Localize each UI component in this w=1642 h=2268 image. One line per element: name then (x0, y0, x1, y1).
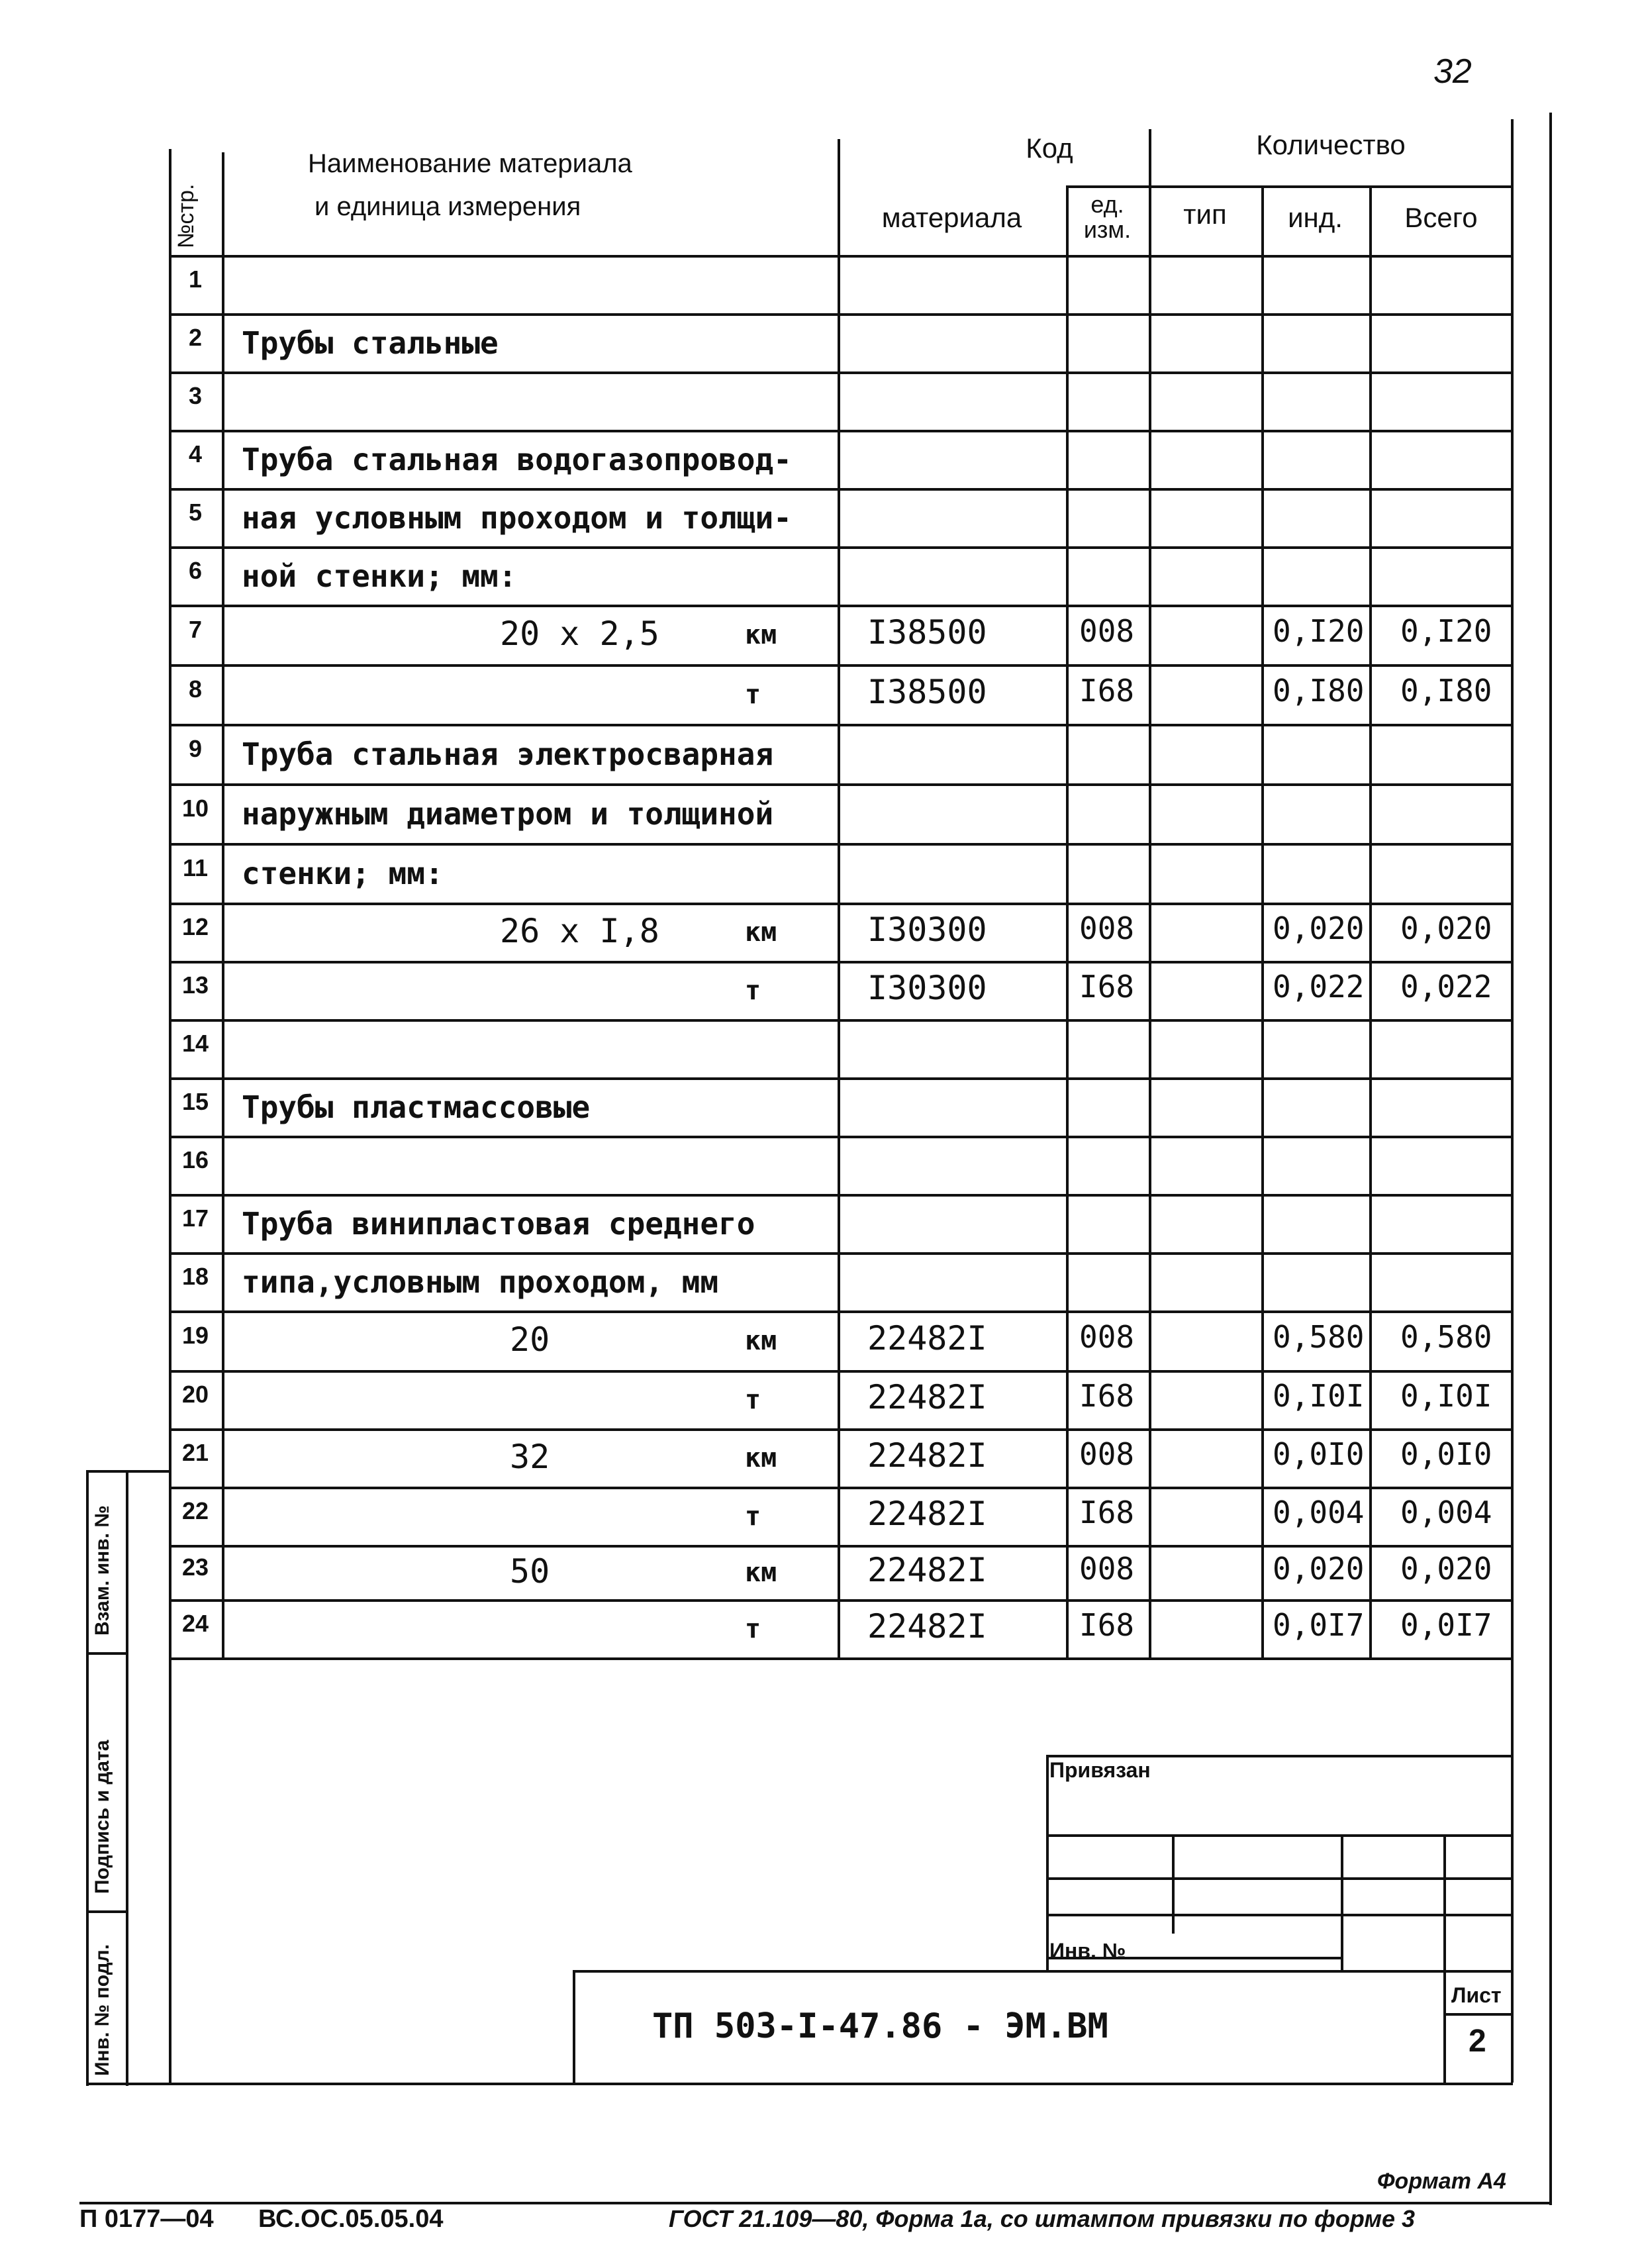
row-line (169, 371, 1513, 374)
qty-total: 0,020 (1400, 911, 1492, 946)
unit-code: I68 (1079, 969, 1135, 1005)
qty-ind: 0,580 (1273, 1319, 1365, 1355)
header-qty-total: Всего (1404, 202, 1478, 233)
qty-ind: 0,004 (1273, 1495, 1365, 1530)
stamp-inv-no: Инв. № (1049, 1939, 1126, 1963)
unit-of-measure: км (745, 1326, 777, 1356)
stamp-line (1046, 1914, 1511, 1916)
col-line-code (1066, 185, 1069, 1657)
material-size: 20 (510, 1320, 550, 1359)
qty-total: 0,580 (1400, 1319, 1492, 1355)
sheet-label: Лист (1451, 1983, 1502, 2007)
qty-ind: 0,022 (1273, 969, 1365, 1005)
title-block-left (573, 1970, 575, 2083)
unit-of-measure: км (745, 917, 777, 948)
unit-of-measure: т (745, 679, 761, 710)
side-label-inv-podl: Инв. № подл. (91, 1944, 113, 2076)
material-size: 26 х I,8 (500, 912, 659, 950)
header-divider (1066, 185, 1513, 188)
stamp-line (1046, 1877, 1511, 1880)
row-line (169, 488, 1513, 491)
frame-bottom (169, 2083, 1513, 2085)
row-number: 24 (181, 1610, 209, 1637)
row-number: 14 (181, 1030, 209, 1057)
row-line (169, 1310, 1513, 1313)
stamp-top (1046, 1755, 1511, 1757)
row-number: 10 (181, 795, 209, 822)
material-name: ной стенки; мм: (242, 558, 517, 594)
row-number: 7 (188, 616, 203, 643)
qty-total: 0,I20 (1400, 613, 1492, 649)
row-number: 23 (181, 1553, 209, 1581)
unit-of-measure: км (745, 1557, 777, 1588)
unit-of-measure: км (745, 1443, 777, 1473)
material-code: I38500 (867, 673, 987, 711)
row-number: 2 (188, 324, 203, 351)
row-number: 1 (188, 266, 203, 293)
side-strip-right (126, 1470, 128, 2086)
row-number: 11 (182, 854, 209, 881)
material-size: 50 (510, 1552, 550, 1591)
page-number: 32 (1433, 52, 1472, 91)
material-code: 22482I (867, 1436, 987, 1475)
row-line (169, 1428, 1513, 1431)
header-qty-type: тип (1183, 199, 1227, 230)
footer-code-1: П 0177—04 (79, 2205, 214, 2233)
right-border (1511, 119, 1514, 2083)
qty-total: 0,020 (1400, 1551, 1492, 1587)
col-line-ind (1369, 185, 1372, 1657)
material-name: Труба стальная электросварная (242, 736, 774, 772)
unit-of-measure: т (745, 1385, 761, 1415)
unit-code: I68 (1079, 1607, 1135, 1643)
material-code: 22482I (867, 1319, 987, 1357)
row-line (169, 783, 1513, 786)
footer-gost: ГОСТ 21.109—80, Форма 1а, со штампом привязки по форме 3 (669, 2205, 1416, 2232)
row-number: 3 (188, 382, 203, 409)
stamp-privyazan: Привязан (1049, 1758, 1151, 1782)
row-number: 16 (181, 1146, 209, 1173)
row-line (169, 1077, 1513, 1080)
row-number: 19 (181, 1322, 209, 1349)
material-name: Труба винипластовая среднего (242, 1206, 755, 1242)
material-code: I30300 (867, 969, 987, 1007)
row-line (169, 903, 1513, 905)
left-border (169, 149, 171, 2083)
qty-total: 0,0I7 (1400, 1607, 1492, 1643)
row-number: 15 (181, 1088, 209, 1115)
stamp-line (1443, 1834, 1446, 2083)
sheet-divider (1443, 2013, 1511, 2016)
row-line (169, 546, 1513, 549)
unit-of-measure: т (745, 1614, 761, 1644)
side-strip-line (86, 1910, 126, 1913)
row-number: 20 (181, 1381, 209, 1408)
row-number: 5 (188, 499, 203, 526)
side-strip-top (86, 1470, 169, 1473)
row-number: 18 (181, 1263, 209, 1290)
qty-ind: 0,I80 (1273, 673, 1365, 709)
row-line (169, 1252, 1513, 1255)
title-block-top (573, 1970, 1511, 1973)
header-row-number: №стр. (173, 183, 199, 248)
header-code-material: материала (881, 202, 1022, 233)
qty-ind: 0,0I7 (1273, 1607, 1365, 1643)
footer-code-2: ВС.ОС.05.05.04 (258, 2205, 444, 2233)
qty-total: 0,004 (1400, 1495, 1492, 1530)
qty-total: 0,I0I (1400, 1378, 1492, 1414)
material-name: наружным диаметром и толщиной (242, 796, 774, 832)
row-line (169, 664, 1513, 667)
row-number: 9 (188, 735, 203, 762)
unit-code: I68 (1079, 1378, 1135, 1414)
material-name: Трубы стальные (242, 325, 499, 361)
row-number: 6 (188, 557, 203, 584)
material-size: 32 (510, 1438, 550, 1476)
unit-of-measure: т (745, 975, 761, 1006)
qty-ind: 0,I20 (1273, 613, 1365, 649)
sheet-number: 2 (1469, 2024, 1486, 2059)
stamp-line (1172, 1834, 1175, 1934)
row-line (169, 1545, 1513, 1548)
unit-code: I68 (1079, 673, 1135, 709)
header-code-unit: ед. изм. (1083, 191, 1132, 243)
document-code: ТП 503-I-47.86 - ЭМ.ВМ (652, 2006, 1108, 2046)
header-name-line2: и единица измерения (314, 192, 581, 221)
header-code: Код (1026, 132, 1073, 164)
material-name: ная условным проходом и толщи- (242, 500, 792, 536)
col-line-type (1261, 185, 1264, 1657)
qty-ind: 0,020 (1273, 1551, 1365, 1587)
stamp-line (1046, 1755, 1049, 1970)
material-name: Трубы пластмассовые (242, 1089, 591, 1125)
stamp-line (1046, 1834, 1511, 1837)
row-number: 13 (181, 971, 209, 999)
row-line (169, 1599, 1513, 1602)
row-number: 17 (181, 1205, 209, 1232)
material-code: 22482I (867, 1495, 987, 1533)
row-line (169, 724, 1513, 726)
header-name-line1: Наименование материала (308, 149, 632, 178)
row-number: 8 (188, 675, 203, 703)
row-line (169, 1657, 1513, 1660)
row-line (169, 1487, 1513, 1489)
footer-format: Формат А4 (1377, 2169, 1506, 2194)
qty-total: 0,I80 (1400, 673, 1492, 709)
unit-code: 008 (1079, 1551, 1135, 1587)
row-line (169, 1370, 1513, 1373)
side-label-podpis: Подпись и дата (91, 1740, 113, 1894)
row-line (169, 430, 1513, 432)
row-line (169, 1194, 1513, 1197)
material-code: 22482I (867, 1551, 987, 1589)
unit-code: 008 (1079, 1436, 1135, 1472)
header-bottom-line (169, 255, 1513, 258)
row-number: 4 (188, 440, 203, 468)
material-name: стенки; мм: (242, 856, 444, 891)
material-size: 20 х 2,5 (500, 615, 659, 653)
material-name: типа,условным проходом, мм (242, 1264, 719, 1300)
unit-code: 008 (1079, 1319, 1135, 1355)
footer-rule (79, 2202, 1549, 2204)
row-line (169, 1136, 1513, 1138)
side-label-vzam: Взам. инв. № (91, 1505, 113, 1636)
unit-of-measure: км (745, 620, 777, 650)
qty-total: 0,022 (1400, 969, 1492, 1005)
row-number: 22 (181, 1497, 209, 1524)
row-line (169, 313, 1513, 316)
qty-ind: 0,I0I (1273, 1378, 1365, 1414)
qty-ind: 0,0I0 (1273, 1436, 1365, 1472)
unit-of-measure: т (745, 1501, 761, 1532)
qty-total: 0,0I0 (1400, 1436, 1492, 1472)
outer-right-line (1549, 113, 1552, 2205)
material-code: 22482I (867, 1378, 987, 1416)
row-line (169, 843, 1513, 846)
qty-ind: 0,020 (1273, 911, 1365, 946)
row-line (169, 605, 1513, 607)
unit-code: I68 (1079, 1495, 1135, 1530)
stamp-line (1341, 1834, 1343, 1970)
header-quantity: Количество (1256, 129, 1406, 160)
row-number: 21 (181, 1439, 209, 1466)
row-line (169, 961, 1513, 963)
material-code: I38500 (867, 613, 987, 652)
material-code: I30300 (867, 911, 987, 949)
unit-code: 008 (1079, 613, 1135, 649)
material-code: 22482I (867, 1607, 987, 1646)
header-qty-ind: инд. (1288, 202, 1343, 233)
row-number: 12 (181, 913, 209, 940)
row-line (169, 1019, 1513, 1022)
material-name: Труба стальная водогазопровод- (242, 442, 792, 477)
unit-code: 008 (1079, 911, 1135, 946)
frame-bottom (86, 2083, 169, 2085)
side-strip-left (86, 1470, 89, 2086)
side-strip-line (86, 1652, 126, 1655)
